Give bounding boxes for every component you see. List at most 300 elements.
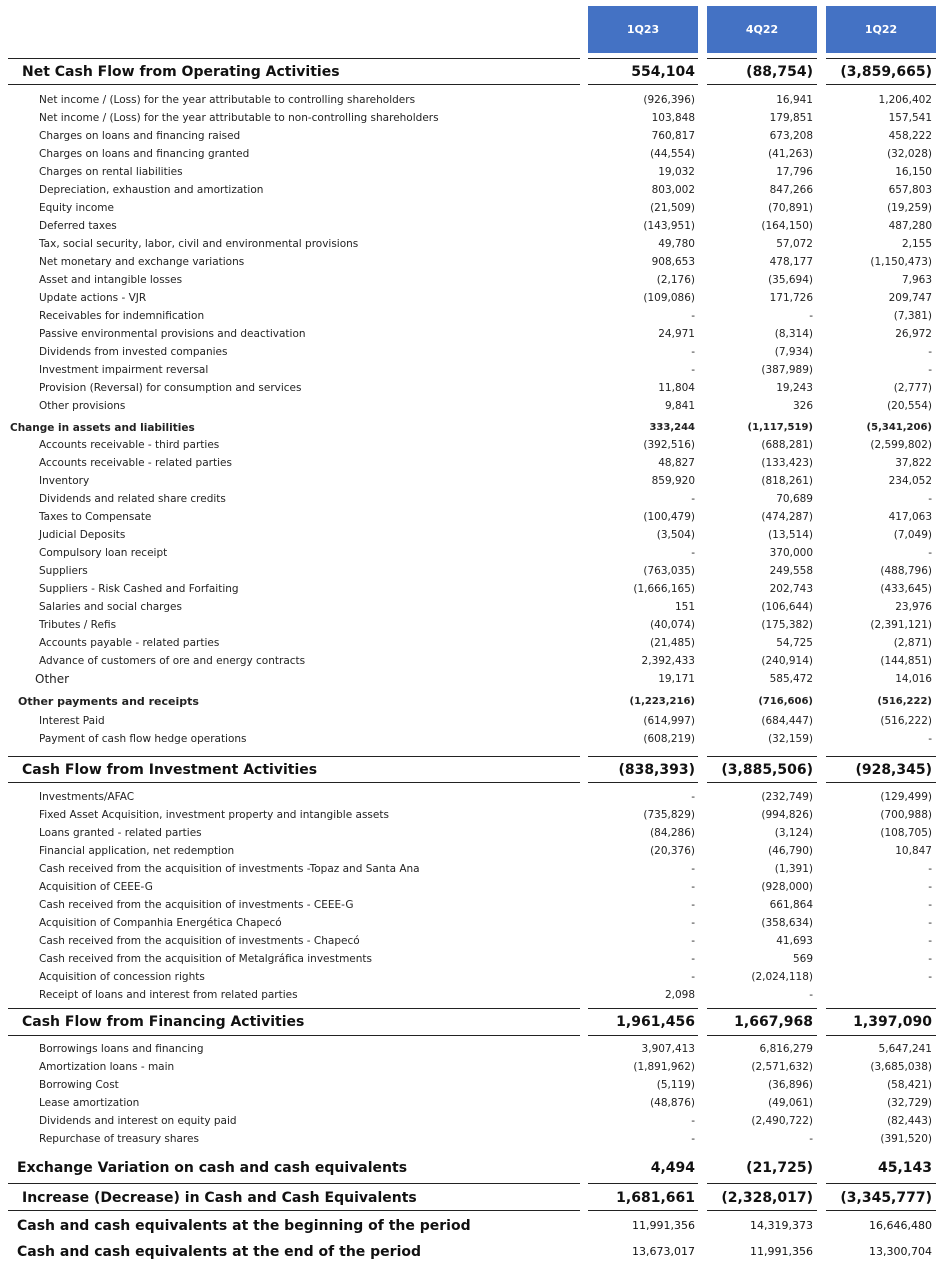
table-row-value-2: 19,243 [776, 382, 813, 394]
table-row-value-1: 3,907,413 [641, 1043, 695, 1055]
table-row-value-1: 760,817 [651, 130, 695, 142]
table-row-label: Cash received from the acquisition of investments -Topaz and Santa Ana [39, 863, 420, 875]
table-row-value-1: 11,804 [658, 382, 695, 394]
table-row-value-1: (48,876) [650, 1097, 695, 1109]
rule-bottom-increase-col-1 [588, 1210, 698, 1211]
table-row-label: Cash received from the acquisition of investments - CEEE-G [39, 899, 354, 911]
table-row-value-2: 326 [792, 400, 813, 412]
table-row-value-3: (700,988) [880, 809, 932, 821]
section-investment-value-1: (838,393) [618, 762, 695, 778]
table-row-value-1: - [691, 791, 695, 803]
table-row-value-2: (7,934) [774, 346, 813, 358]
section-financing-label: Cash Flow from Financing Activities [22, 1014, 305, 1030]
row-other-label: Other [35, 672, 70, 686]
table-row-value-1: (5,119) [656, 1079, 695, 1091]
table-row-label: Tax, social security, labor, civil and environmental provisions [39, 238, 359, 250]
table-row-value-2: 171,726 [769, 292, 813, 304]
table-row [0, 289, 939, 307]
rule-top-financing-col-3 [826, 1008, 936, 1009]
table-row [0, 806, 939, 824]
table-row-value-3: - [928, 493, 932, 505]
subtotal-other-payments-value-1: (1,223,216) [629, 696, 695, 707]
table-row-value-1: 803,002 [651, 184, 695, 196]
table-row-value-1: (1,891,962) [633, 1061, 695, 1073]
column-header-3: 1Q22 [826, 6, 936, 53]
table-row-value-2: (2,024,118) [751, 971, 813, 983]
table-row-value-2: 569 [792, 953, 813, 965]
table-row-value-1: (21,509) [650, 202, 695, 214]
table-row-value-2: (240,914) [761, 655, 813, 667]
table-row-label: Charges on loans and financing raised [39, 130, 241, 142]
table-row-value-2: 41,693 [776, 935, 813, 947]
subtotal-change-assets-liabilities [0, 418, 939, 438]
table-row-value-2: (41,263) [768, 148, 813, 160]
table-row-value-1: (3,504) [656, 529, 695, 541]
table-row-value-2: (175,382) [761, 619, 813, 631]
rule-top-increase-col-3 [826, 1183, 936, 1184]
table-row-value-2: (35,694) [768, 274, 813, 286]
table-row [0, 616, 939, 634]
table-row-value-2: (232,749) [761, 791, 813, 803]
rule-top-financing-col-2 [707, 1008, 817, 1009]
column-header-1: 1Q23 [588, 6, 698, 53]
table-row-value-3: 234,052 [888, 475, 932, 487]
table-row-value-2: (49,061) [768, 1097, 813, 1109]
table-row [0, 490, 939, 508]
table-row [0, 1130, 939, 1148]
table-row [0, 199, 939, 217]
table-row [0, 788, 939, 806]
section-operating-label: Net Cash Flow from Operating Activities [22, 64, 340, 80]
table-row-value-1: (763,035) [643, 565, 695, 577]
section-financing [0, 1010, 939, 1034]
table-row-label: Borrowing Cost [39, 1079, 119, 1091]
table-row-value-3: (32,028) [887, 148, 932, 160]
table-row-value-2: (688,281) [761, 439, 813, 451]
table-row-value-1: (2,176) [656, 274, 695, 286]
section-financing-value-1: 1,961,456 [616, 1014, 695, 1030]
table-row-value-3: (58,421) [887, 1079, 932, 1091]
table-row-value-3: - [928, 346, 932, 358]
table-row [0, 253, 939, 271]
summary-beginning-cash [0, 1214, 939, 1238]
table-row-value-2: (818,261) [761, 475, 813, 487]
table-row-value-2: - [809, 1133, 813, 1145]
table-row-value-3: (516,222) [880, 715, 932, 727]
table-row-value-2: (36,896) [768, 1079, 813, 1091]
table-row-value-1: - [691, 881, 695, 893]
table-row-label: Equity income [39, 202, 114, 214]
summary-increase-decrease-value-3: (3,345,777) [840, 1190, 932, 1206]
table-row-label: Acquisition of Companhia Energética Chapecó [39, 917, 282, 929]
table-row [0, 145, 939, 163]
table-row-value-2: 673,208 [769, 130, 813, 142]
table-row-value-1: 103,848 [651, 112, 695, 124]
table-row-label: Payment of cash flow hedge operations [39, 733, 247, 745]
table-row [0, 91, 939, 109]
table-row-value-2: 57,072 [776, 238, 813, 250]
table-row-value-1: (40,074) [650, 619, 695, 631]
table-row-label: Amortization loans - main [39, 1061, 175, 1073]
table-row [0, 454, 939, 472]
table-row-label: Investments/AFAC [39, 791, 135, 803]
rule-top-increase-col-2 [707, 1183, 817, 1184]
table-row-value-2: 17,796 [776, 166, 813, 178]
table-row-value-3: (1,150,473) [870, 256, 932, 268]
table-row-label: Salaries and social charges [39, 601, 182, 613]
summary-end-cash-value-1: 13,673,017 [632, 1245, 695, 1258]
table-row-value-1: 2,392,433 [641, 655, 695, 667]
subtotal-change-assets-liabilities-label: Change in assets and liabilities [10, 422, 195, 434]
table-row-label: Tributes / Refis [39, 619, 117, 631]
table-row-label: Cash received from the acquisition of investments - Chapecó [39, 935, 360, 947]
row-other-value-3: 14,016 [895, 673, 932, 685]
table-row-value-2: (32,159) [768, 733, 813, 745]
table-row [0, 634, 939, 652]
table-row-value-2: - [809, 310, 813, 322]
table-row [0, 526, 939, 544]
table-row-value-2: (106,644) [761, 601, 813, 613]
table-row-value-2: (1,391) [774, 863, 813, 875]
summary-beginning-cash-label: Cash and cash equivalents at the beginning of the period [17, 1218, 471, 1234]
table-row [0, 562, 939, 580]
table-row-value-3: - [928, 863, 932, 875]
rule-top-operating-col-2 [707, 58, 817, 59]
row-other-value-1: 19,171 [658, 673, 695, 685]
table-row-value-1: (109,086) [643, 292, 695, 304]
table-row [0, 914, 939, 932]
table-row-value-3: - [928, 953, 932, 965]
table-row-label: Taxes to Compensate [39, 511, 152, 523]
table-row-label: Accounts payable - related parties [39, 637, 220, 649]
rule-top-increase-col-1 [588, 1183, 698, 1184]
table-row-value-3: (3,685,038) [870, 1061, 932, 1073]
table-row [0, 181, 939, 199]
table-row [0, 1058, 939, 1076]
summary-exchange-variation-value-3: 45,143 [877, 1160, 932, 1176]
table-row-label: Other provisions [39, 400, 126, 412]
rule-top-investment-col-1 [588, 756, 698, 757]
table-row-label: Net income / (Loss) for the year attributable to non-controlling shareholders [39, 112, 439, 124]
rule-bottom-operating-col-2 [707, 84, 817, 85]
table-row-label: Depreciation, exhaustion and amortization [39, 184, 264, 196]
subtotal-other-payments-label: Other payments and receipts [18, 695, 199, 708]
table-row [0, 652, 939, 670]
table-row [0, 109, 939, 127]
table-row-value-3: - [928, 917, 932, 929]
table-row-value-3: 458,222 [888, 130, 932, 142]
table-row-value-1: - [691, 953, 695, 965]
table-row [0, 842, 939, 860]
table-row-value-3: 16,150 [895, 166, 932, 178]
table-row [0, 217, 939, 235]
table-row [0, 1112, 939, 1130]
subtotal-change-assets-liabilities-value-1: 333,244 [649, 422, 695, 433]
summary-end-cash-value-3: 13,300,704 [869, 1245, 932, 1258]
table-row-label: Lease amortization [39, 1097, 140, 1109]
rule-bottom-financing [8, 1035, 580, 1036]
section-investment-label: Cash Flow from Investment Activities [22, 762, 318, 778]
table-row-label: Accounts receivable - related parties [39, 457, 232, 469]
table-row [0, 950, 939, 968]
rule-bottom-increase-col-2 [707, 1210, 817, 1211]
table-row-value-3: (2,871) [893, 637, 932, 649]
table-row-label: Inventory [39, 475, 90, 487]
summary-end-cash-value-2: 11,991,356 [750, 1245, 813, 1258]
table-row [0, 1076, 939, 1094]
table-row [0, 544, 939, 562]
rule-bottom-increase-col-3 [826, 1210, 936, 1211]
summary-beginning-cash-value-3: 16,646,480 [869, 1219, 932, 1232]
table-row-value-1: (392,516) [643, 439, 695, 451]
table-row-value-2: 6,816,279 [759, 1043, 813, 1055]
table-row-value-2: 478,177 [769, 256, 813, 268]
table-row-value-3: (433,645) [880, 583, 932, 595]
table-row-label: Financial application, net redemption [39, 845, 235, 857]
table-row-value-3: (7,381) [893, 310, 932, 322]
table-row [0, 824, 939, 842]
subtotal-change-assets-liabilities-value-2: (1,117,519) [747, 422, 813, 433]
section-operating-value-2: (88,754) [746, 64, 813, 80]
table-row [0, 730, 939, 748]
table-row-value-1: 19,032 [658, 166, 695, 178]
table-row-value-1: 24,971 [658, 328, 695, 340]
table-row-value-1: - [691, 899, 695, 911]
rule-top-increase [8, 1183, 580, 1184]
table-row-value-2: (3,124) [774, 827, 813, 839]
rule-bottom-investment-col-3 [826, 782, 936, 783]
summary-beginning-cash-value-2: 14,319,373 [750, 1219, 813, 1232]
table-row-label: Charges on loans and financing granted [39, 148, 250, 160]
table-row [0, 1040, 939, 1058]
table-row-label: Investment impairment reversal [39, 364, 209, 376]
table-row-value-2: (928,000) [761, 881, 813, 893]
table-row-label: Receivables for indemnification [39, 310, 205, 322]
table-row-label: Acquisition of concession rights [39, 971, 205, 983]
rule-bottom-investment-col-2 [707, 782, 817, 783]
rule-bottom-investment-col-1 [588, 782, 698, 783]
summary-exchange-variation-value-1: 4,494 [650, 1160, 695, 1176]
table-row-value-2: (8,314) [774, 328, 813, 340]
table-row-label: Accounts receivable - third parties [39, 439, 220, 451]
table-row-value-3: (2,391,121) [870, 619, 932, 631]
summary-increase-decrease-value-1: 1,681,661 [616, 1190, 695, 1206]
rule-top-operating [8, 58, 580, 59]
table-row-value-3: 417,063 [888, 511, 932, 523]
table-row-label: Net income / (Loss) for the year attributable to controlling shareholders [39, 94, 416, 106]
table-row-value-1: 9,841 [664, 400, 695, 412]
summary-end-cash-label: Cash and cash equivalents at the end of the period [17, 1244, 422, 1260]
table-row-value-3: - [928, 971, 932, 983]
table-row-value-2: (46,790) [768, 845, 813, 857]
table-row-value-1: - [691, 547, 695, 559]
table-row-label: Suppliers [39, 565, 88, 577]
table-row-value-1: (100,479) [643, 511, 695, 523]
table-row-label: Dividends and related share credits [39, 493, 226, 505]
table-row-label: Net monetary and exchange variations [39, 256, 245, 268]
subtotal-other-payments-value-2: (716,606) [758, 696, 813, 707]
table-row-label: Compulsory loan receipt [39, 547, 168, 559]
table-row [0, 932, 939, 950]
table-row-value-3: (144,851) [880, 655, 932, 667]
table-row-label: Loans granted - related parties [39, 827, 202, 839]
table-row [0, 325, 939, 343]
subtotal-other-payments-value-3: (516,222) [877, 696, 932, 707]
table-row-value-2: (70,891) [768, 202, 813, 214]
table-row-label: Receipt of loans and interest from related parties [39, 989, 298, 1001]
table-row-label: Acquisition of CEEE-G [39, 881, 153, 893]
table-row-value-3: - [928, 547, 932, 559]
rule-top-investment [8, 756, 580, 757]
table-row [0, 968, 939, 986]
rule-bottom-financing-col-2 [707, 1035, 817, 1036]
table-row-value-3: 487,280 [888, 220, 932, 232]
table-row-value-2: (164,150) [761, 220, 813, 232]
rule-bottom-financing-col-1 [588, 1035, 698, 1036]
table-row [0, 343, 939, 361]
table-row-value-3: 5,647,241 [878, 1043, 932, 1055]
table-row-value-2: - [809, 989, 813, 1001]
table-row-label: Deferred taxes [39, 220, 117, 232]
table-row-value-1: - [691, 493, 695, 505]
table-row-value-3: (108,705) [880, 827, 932, 839]
table-row-value-2: 179,851 [769, 112, 813, 124]
rule-bottom-operating-col-1 [588, 84, 698, 85]
table-row-value-1: (608,219) [643, 733, 695, 745]
table-row-value-1: - [691, 346, 695, 358]
table-row-value-1: (1,666,165) [633, 583, 695, 595]
table-row [0, 307, 939, 325]
table-row-value-2: 16,941 [776, 94, 813, 106]
table-row-label: Borrowings loans and financing [39, 1043, 204, 1055]
column-header-2: 4Q22 [707, 6, 817, 53]
table-row [0, 986, 939, 1004]
table-row-value-3: (7,049) [893, 529, 932, 541]
table-row-value-3: 209,747 [888, 292, 932, 304]
row-other [0, 670, 939, 688]
table-row-value-3: (488,796) [880, 565, 932, 577]
table-row-label: Dividends and interest on equity paid [39, 1115, 237, 1127]
table-row-value-3: 23,976 [895, 601, 932, 613]
table-row-value-2: 70,689 [776, 493, 813, 505]
table-row [0, 878, 939, 896]
table-row-value-2: (133,423) [761, 457, 813, 469]
table-row-value-1: (20,376) [650, 845, 695, 857]
table-row-value-1: 49,780 [658, 238, 695, 250]
table-row [0, 598, 939, 616]
table-row-value-2: (684,447) [761, 715, 813, 727]
table-row [0, 860, 939, 878]
table-row-label: Dividends from invested companies [39, 346, 228, 358]
summary-beginning-cash-value-1: 11,991,356 [632, 1219, 695, 1232]
table-row-value-2: 54,725 [776, 637, 813, 649]
table-row-value-2: (474,287) [761, 511, 813, 523]
table-row-value-3: (129,499) [880, 791, 932, 803]
table-row [0, 472, 939, 490]
table-row-value-3: - [928, 935, 932, 947]
section-investment [0, 758, 939, 782]
table-row-label: Update actions - VJR [39, 292, 147, 304]
table-row-value-1: 2,098 [664, 989, 695, 1001]
table-row-value-2: 249,558 [769, 565, 813, 577]
table-row-label: Passive environmental provisions and deactivation [39, 328, 306, 340]
table-row-value-1: - [691, 935, 695, 947]
table-row-label: Repurchase of treasury shares [39, 1133, 199, 1145]
table-row-value-1: (44,554) [650, 148, 695, 160]
table-row-label: Provision (Reversal) for consumption and services [39, 382, 302, 394]
table-row-value-1: (84,286) [650, 827, 695, 839]
rule-bottom-operating [8, 84, 580, 85]
table-row-value-1: - [691, 971, 695, 983]
summary-end-cash [0, 1240, 939, 1264]
table-row-value-1: 151 [674, 601, 695, 613]
table-row-value-1: 859,920 [651, 475, 695, 487]
summary-increase-decrease-value-2: (2,328,017) [721, 1190, 813, 1206]
table-row-value-3: (2,599,802) [870, 439, 932, 451]
table-row-value-3: (19,259) [887, 202, 932, 214]
table-row-label: Advance of customers of ore and energy contracts [39, 655, 306, 667]
table-row-value-2: 661,864 [769, 899, 813, 911]
table-row-label: Judicial Deposits [39, 529, 126, 541]
table-row-label: Cash received from the acquisition of Metalgráfica investments [39, 953, 373, 965]
table-row-value-2: (358,634) [761, 917, 813, 929]
table-row-value-1: 908,653 [651, 256, 695, 268]
summary-increase-decrease-label: Increase (Decrease) in Cash and Cash Equivalents [22, 1190, 417, 1206]
table-row-value-1: - [691, 917, 695, 929]
table-row-value-1: (143,951) [643, 220, 695, 232]
table-row-value-1: - [691, 310, 695, 322]
table-row-value-3: - [928, 899, 932, 911]
table-row-value-3: (32,729) [887, 1097, 932, 1109]
row-other-value-2: 585,472 [769, 673, 813, 685]
table-row-value-3: 2,155 [901, 238, 932, 250]
table-row-value-2: (994,826) [761, 809, 813, 821]
subtotal-other-payments [0, 692, 939, 712]
table-row-value-3: 7,963 [901, 274, 932, 286]
section-financing-value-2: 1,667,968 [734, 1014, 813, 1030]
section-financing-value-3: 1,397,090 [853, 1014, 932, 1030]
table-row-value-2: 370,000 [769, 547, 813, 559]
section-operating [0, 60, 939, 84]
rule-bottom-operating-col-3 [826, 84, 936, 85]
table-row-value-1: - [691, 364, 695, 376]
table-row-value-2: (2,571,632) [751, 1061, 813, 1073]
summary-increase-decrease [0, 1186, 939, 1210]
table-row-value-3: - [928, 364, 932, 376]
table-row-value-3: 37,822 [895, 457, 932, 469]
table-row-value-3: 1,206,402 [878, 94, 932, 106]
table-row [0, 397, 939, 415]
table-row-value-3: 657,803 [888, 184, 932, 196]
table-row-value-1: (926,396) [643, 94, 695, 106]
rule-top-investment-col-3 [826, 756, 936, 757]
table-row-label: Fixed Asset Acquisition, investment property and intangible assets [39, 809, 389, 821]
table-row [0, 896, 939, 914]
table-row-value-3: - [928, 733, 932, 745]
table-row-value-1: - [691, 863, 695, 875]
table-row-value-1: - [691, 1115, 695, 1127]
table-row [0, 1094, 939, 1112]
table-row [0, 580, 939, 598]
table-row [0, 163, 939, 181]
rule-top-operating-col-3 [826, 58, 936, 59]
section-operating-value-1: 554,104 [631, 64, 695, 80]
table-row-value-3: (391,520) [880, 1133, 932, 1145]
summary-exchange-variation-value-2: (21,725) [746, 1160, 813, 1176]
table-row-value-2: (2,490,722) [751, 1115, 813, 1127]
table-row-value-3: (82,443) [887, 1115, 932, 1127]
rule-top-financing [8, 1008, 580, 1009]
